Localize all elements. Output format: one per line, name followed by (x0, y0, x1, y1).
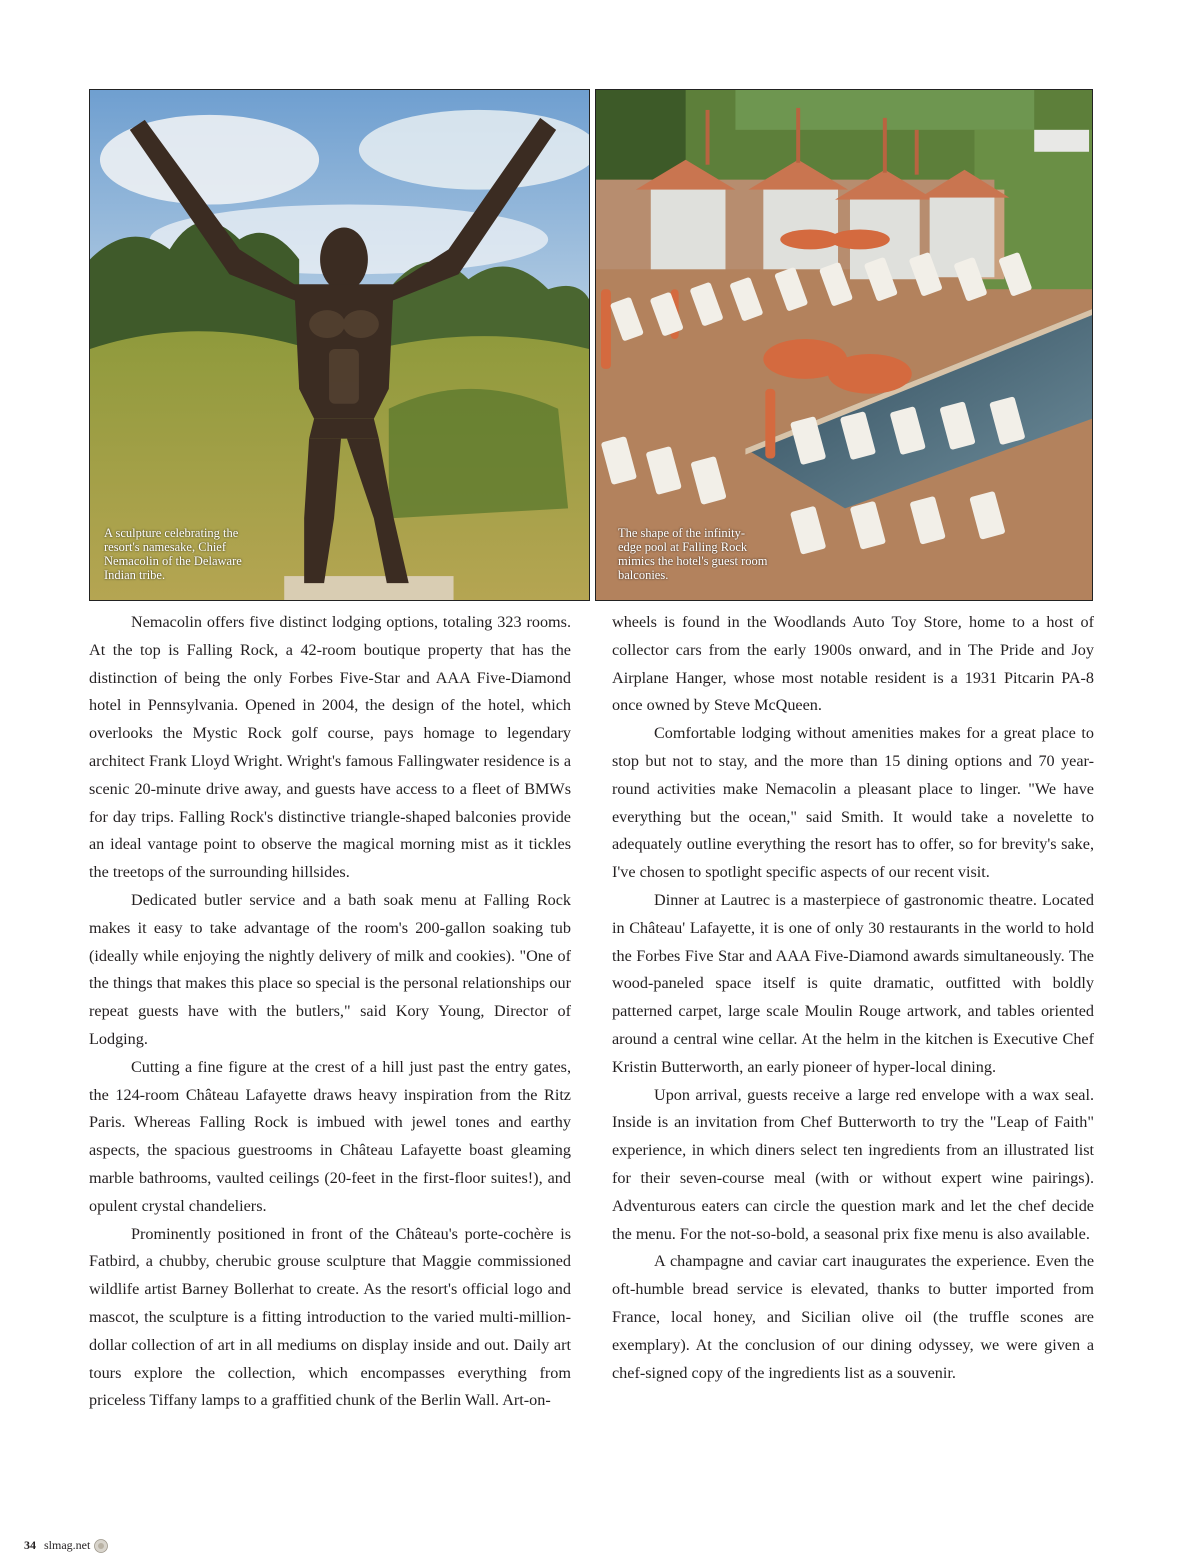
article-paragraph: Prominently positioned in front of the Château's porte-cochère is Fatbird, a chubby, cherubic grouse sculpture that Maggie commissioned wildlife artist Barney Bollerhat to create. As the resort's official logo and mascot, the sculpture is a fitting introduction to the varied multi-million-dollar collection of art in all mediums on display inside and out. Daily art tours explore the collection, which encompasses everything from priceless Tiffany lamps to a graffitied chunk of the Berlin Wall. Art-on- (89, 1224, 571, 1410)
sculpture-caption: A sculpture celebrating the resort's namesake, Chief Nemacolin of the Delaware Indian tribe. (104, 526, 242, 582)
pool-photo (595, 89, 1093, 601)
article-paragraph: Upon arrival, guests receive a large red envelope with a wax seal. Inside is an invitation from Chef Butterworth to try the "Leap of Faith" experience, in which diners select ten ingredients from an illustrated list for their seven-course meal (with or without expert wine pairings). Adventurous eaters can circle the question mark and let the chef decide the menu. For the not-so-bold, a seasonal prix fixe menu is also available. (612, 1085, 1094, 1243)
article-paragraph: Cutting a fine figure at the crest of a hill just past the entry gates, the 124-room Château Lafayette draws heavy inspiration from the Ritz Paris. Whereas Falling Rock is imbued with jewel tones and earthy aspects, the spacious guestrooms in Château Lafayette boast gleaming marble bathrooms, vaulted ceilings (20-feet in the first-floor suites!), and opulent crystal chandeliers. (89, 1057, 571, 1215)
pool-caption: The shape of the infinity-edge pool at Falling Rock mimics the hotel's guest room balconies. (618, 526, 768, 582)
sculpture-photo (89, 89, 590, 601)
article-paragraph: A champagne and caviar cart inaugurates the experience. Even the oft-humble bread service is elevated, thanks to butter imported from France, local honey, and Sicilian olive oil (the truffle scones are exemplary). At the conclusion of our dining odyssey, we were given a chef-signed copy of the ingredients list as a souvenir. (612, 1252, 1094, 1382)
sculpture-image (90, 90, 589, 600)
pool-image (596, 90, 1092, 600)
article-paragraph: Dinner at Lautrec is a masterpiece of gastronomic theatre. Located in Château' Lafayette, it is one of only 30 restaurants in the world to hold the Forbes Five Star and AAA Five-Diamond awards simultaneously. The wood-paneled space itself is quite dramatic, outfitted with boldly patterned carpet, large scale Moulin Rouge artwork, and tables oriented around a central wine cellar. At the helm in the kitchen is Executive Chef Kristin Butterworth, an early pioneer of hyper-local dining. (612, 890, 1094, 1076)
article-paragraph: wheels is found in the Woodlands Auto Toy Store, home to a host of collector cars from the early 1900s onward, and in The Pride and Joy Airplane Hanger, whose most notable resident is a 1931 Pitcarin PA-8 once owned by Steve McQueen. (612, 613, 1094, 715)
page-number: 34 (24, 1538, 36, 1552)
article-paragraph: Comfortable lodging without amenities makes for a great place to stop but not to stay, and the more than 15 dining options and 70 year-round activities make Nemacolin a pleasant place to linger. "We have everything but the ocean," said Smith. It would take a novelette to adequately outline everything the resort has to offer, so for brevity's sake, I've chosen to spotlight specific aspects of our recent visit. (612, 724, 1094, 882)
article-column-left (89, 609, 571, 1415)
article-paragraph: Dedicated butler service and a bath soak menu at Falling Rock makes it easy to take advantage of the room's 200-gallon soaking tub (ideally while enjoying the nightly delivery of milk and cookies). "One of the things that makes this place so special is the personal relationships our repeat guests have with the butlers," said Kory Young, Director of Lodging. (89, 890, 571, 1048)
magazine-logo-icon (94, 1539, 108, 1553)
article-column-right (612, 609, 1094, 1387)
site-name: slmag.net (44, 1538, 91, 1552)
article-paragraph: Nemacolin offers five distinct lodging options, totaling 323 rooms. At the top is Falling Rock, a 42-room boutique property that has the distinction of being the only Forbes Five-Star and AAA Five-Diamond hotel in Pennsylvania. Opened in 2004, the design of the hotel, which overlooks the Mystic Rock golf course, pays homage to legendary architect Frank Lloyd Wright. Wright's famous Fallingwater residence is a scenic 20-minute drive away, and guests have access to a fleet of BMWs for day trips. Falling Rock's distinctive triangle-shaped balconies provide an ideal vantage point to observe the magical morning mist as it tickles the treetops of the surrounding hillsides. (89, 613, 571, 882)
page-footer (24, 1538, 108, 1553)
